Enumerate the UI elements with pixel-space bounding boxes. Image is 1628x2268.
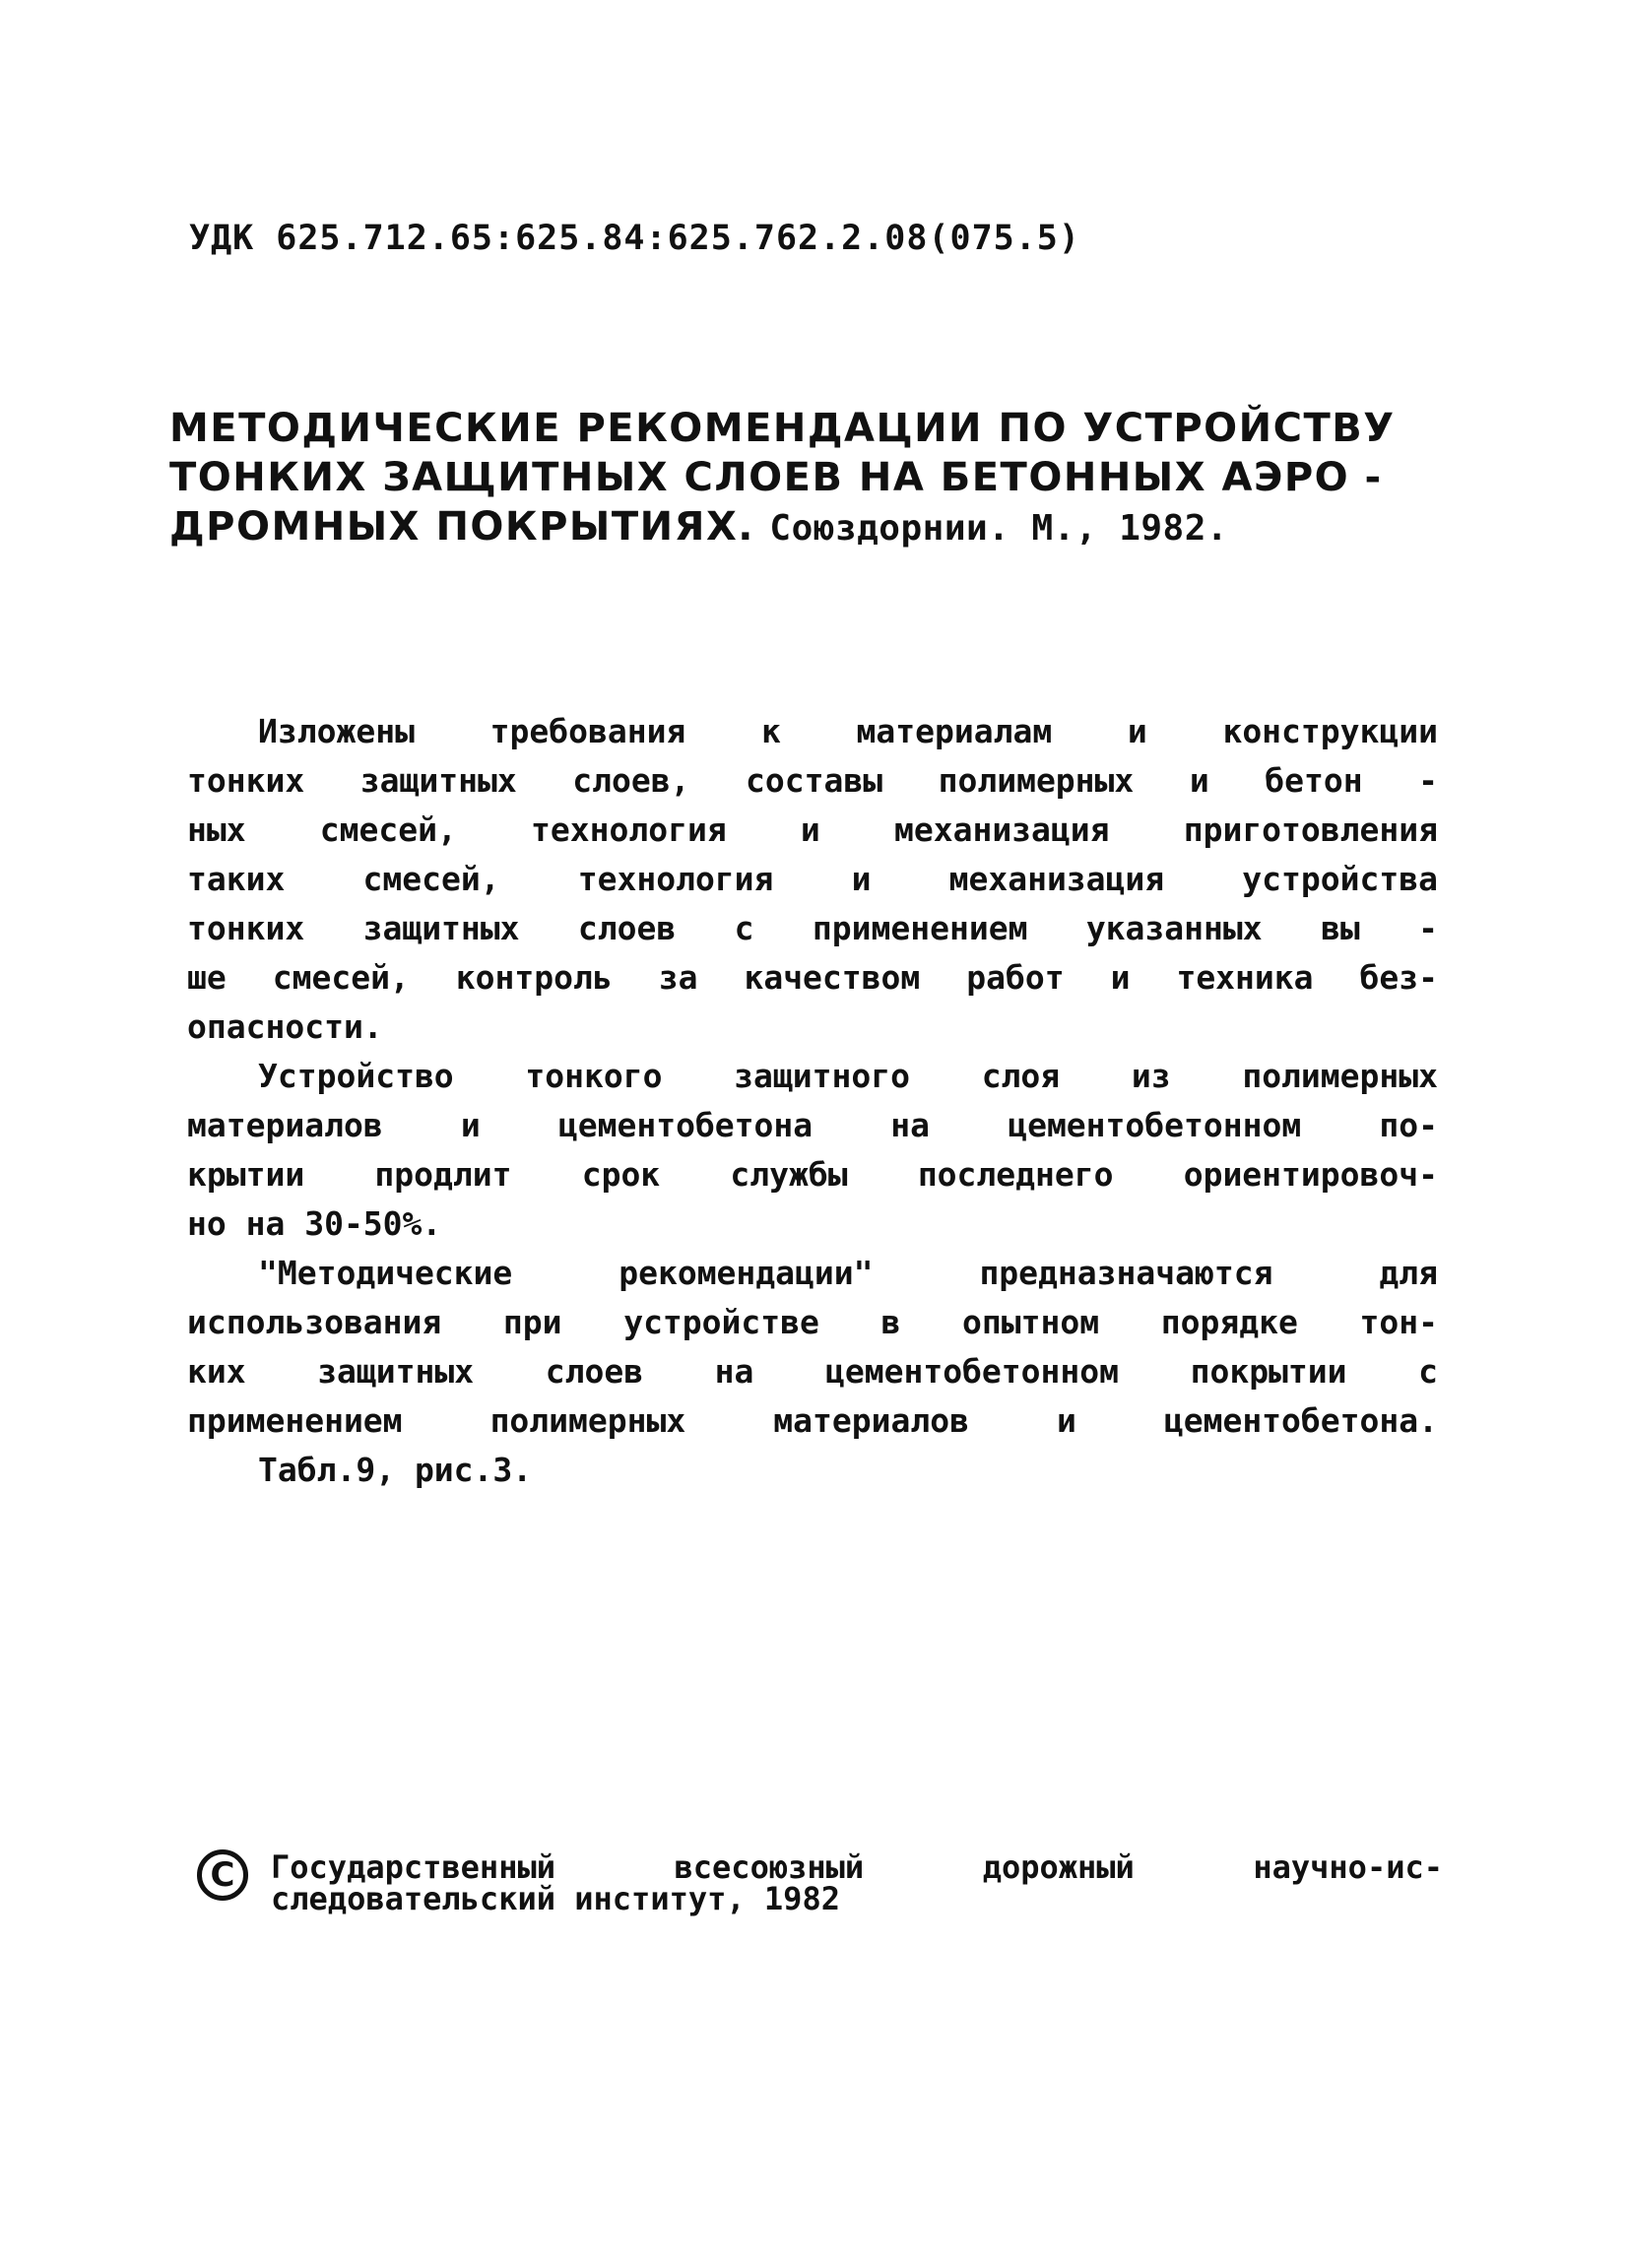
copyright-line-1: Государственный всесоюзный дорожный научно-ис- (271, 1848, 1443, 1886)
abstract-line: Табл.9, рис.3. (258, 1451, 533, 1489)
copyright-line-2: следовательский институт, 1982 (271, 1880, 840, 1917)
title-line-3 (169, 502, 1440, 553)
abstract-line: ких защитных слоев на цементобетонном покрытии с (187, 1352, 1438, 1391)
abstract-line: крытии продлит срок службы последнего ориентировоч- (187, 1155, 1438, 1194)
abstract-line: опасности. (187, 1007, 383, 1046)
abstract-line: но на 30-50%. (187, 1204, 442, 1243)
abstract-line: таких смесей, технология и механизация устройства (187, 860, 1438, 898)
abstract-line: материалов и цементобетона на цементобетонном по- (187, 1106, 1438, 1144)
title-line-3-main: ДРОМНЫХ ПОКРЫТИЯХ. (169, 504, 754, 550)
abstract-line: ше смесей, контроль за качеством работ и техника без- (187, 958, 1438, 997)
udk-code: УДК 625.712.65:625.84:625.762.2.08(075.5) (189, 219, 1080, 258)
abstract (187, 707, 1438, 1495)
abstract-line: "Методические рекомендации" предназначаются для (258, 1254, 1438, 1292)
abstract-line: тонких защитных слоев, составы полимерных и бетон - (187, 761, 1438, 800)
abstract-line: тонких защитных слоев с применением указанных вы - (187, 909, 1438, 947)
abstract-line: ных смесей, технология и механизация приготовления (187, 810, 1438, 849)
abstract-line: Изложены требования к материалам и конструкции (258, 712, 1438, 750)
abstract-line: применением полимерных материалов и цементобетона. (187, 1401, 1438, 1440)
abstract-line: Устройство тонкого защитного слоя из полимерных (258, 1057, 1438, 1095)
abstract-line: использования при устройстве в опытном порядке тон- (187, 1303, 1438, 1341)
publisher-info: Союздорнии. М., 1982. (769, 508, 1229, 549)
document-title (169, 404, 1440, 553)
copyright-icon: C (197, 1849, 248, 1901)
title-line-1: МЕТОДИЧЕСКИЕ РЕКОМЕНДАЦИИ ПО УСТРОЙСТВУ (169, 406, 1396, 451)
copyright-text (271, 1848, 1443, 1917)
title-line-2: ТОНКИХ ЗАЩИТНЫХ СЛОЕВ НА БЕТОННЫХ АЭРО - (169, 455, 1383, 500)
